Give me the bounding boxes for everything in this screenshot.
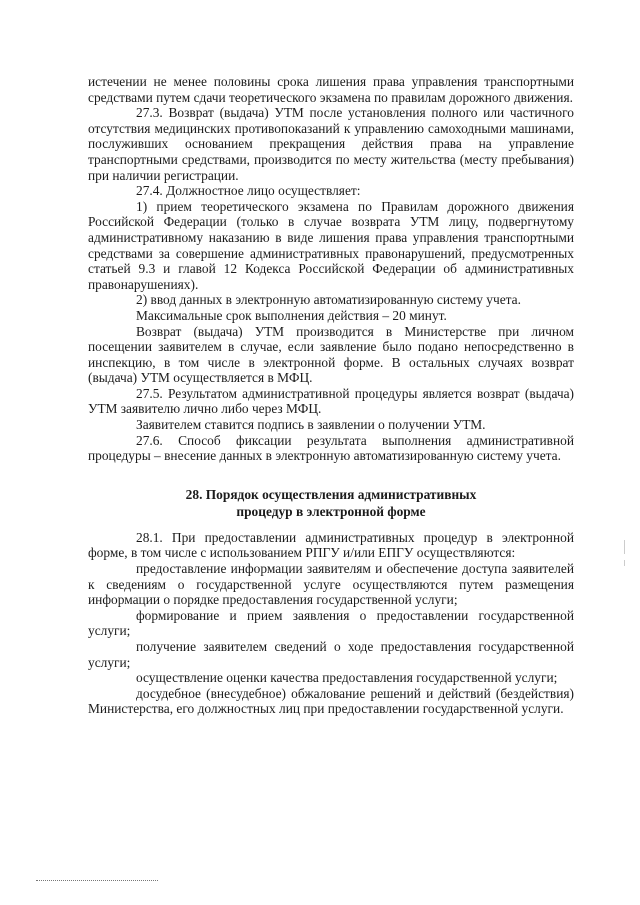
return-issuance-text: Возврат (выдача) УТМ производится в Министерстве при личном посещении заявителем в случае, если заявление было подано непосредственно в инспекцию, в том числе в электронной форме. В остальных случаях возврат (выдача) УТМ осуществляется в МФЦ. [88, 323, 574, 386]
footer-dotted-line [36, 880, 158, 881]
paragraph-27-3: 27.3. Возврат (выдача) УТМ после установления полного или частичного отсутствия медицинских противопоказаний к управлению самоходными машинами, послуживших основанием прекращения действия права на управление транспортными средствами, производится по месту жительства (месту пребывания) при наличии регистрации. [88, 105, 574, 183]
heading-line-2: процедур в электронной форме [236, 503, 426, 519]
paragraph-27-5: 27.5. Результатом административной процедуры является возврат (выдача) УТМ заявителю лично либо через МФЦ. [88, 385, 574, 417]
margin-scan-mark [624, 560, 625, 566]
heading-line-1: 28. Порядок осуществления административных [185, 486, 477, 502]
list-item-2: 2) ввод данных в электронную автоматизированную систему учета. [136, 292, 521, 308]
paragraph-27-4: 27.4. Должностное лицо осуществляет: [136, 183, 361, 199]
list-appeal: досудебное (внесудебное) обжалование решений и действий (бездействия) Министерства, его должностных лиц при предоставлении государственной услуги. [88, 685, 574, 717]
margin-scan-mark [624, 540, 625, 554]
section-heading-28 [88, 486, 574, 520]
paragraph-27-6: 27.6. Способ фиксации результата выполнения административной процедуры – внесение данных в электронную автоматизированную систему учета. [88, 432, 574, 464]
signature-note: Заявителем ставится подпись в заявлении о получении УТМ. [136, 417, 486, 433]
paragraph-continuation: истечении не менее половины срока лишения права управления транспортными средствами путем сдачи теоретического экзамена по правилам дорожного движения. [88, 74, 574, 105]
list-application: формирование и прием заявления о предоставлении государственной услуги; [88, 607, 574, 639]
list-item-1: 1) прием теоретического экзамена по Правилам дорожного движения Российской Федерации (только в случае возврата УТМ лицу, подвергнутому административному наказанию в виде лишения права управления транспортными средствами за совершение административных правонарушений, предусмотренных статьей 9.3 и главой 12 Кодекса Российской Федерации об административных правонарушениях). [88, 198, 574, 292]
list-status-info: получение заявителем сведений о ходе предоставления государственной услуги; [88, 639, 574, 670]
document-body [88, 74, 574, 717]
paragraph-28-1: 28.1. При предоставлении административных процедур в электронной форме, в том числе с использованием РПГУ и/или ЕПГУ осуществляются: [88, 529, 574, 561]
max-duration-text: Максимальные срок выполнения действия – 20 минут. [136, 307, 447, 323]
list-info-access: предоставление информации заявителям и обеспечение доступа заявителей к сведениям о государственной услуге осуществляются путем размещения информации о порядке предоставления государственной услуги; [88, 561, 574, 608]
list-quality-evaluation: осуществление оценки качества предоставления государственной услуги; [136, 670, 558, 686]
